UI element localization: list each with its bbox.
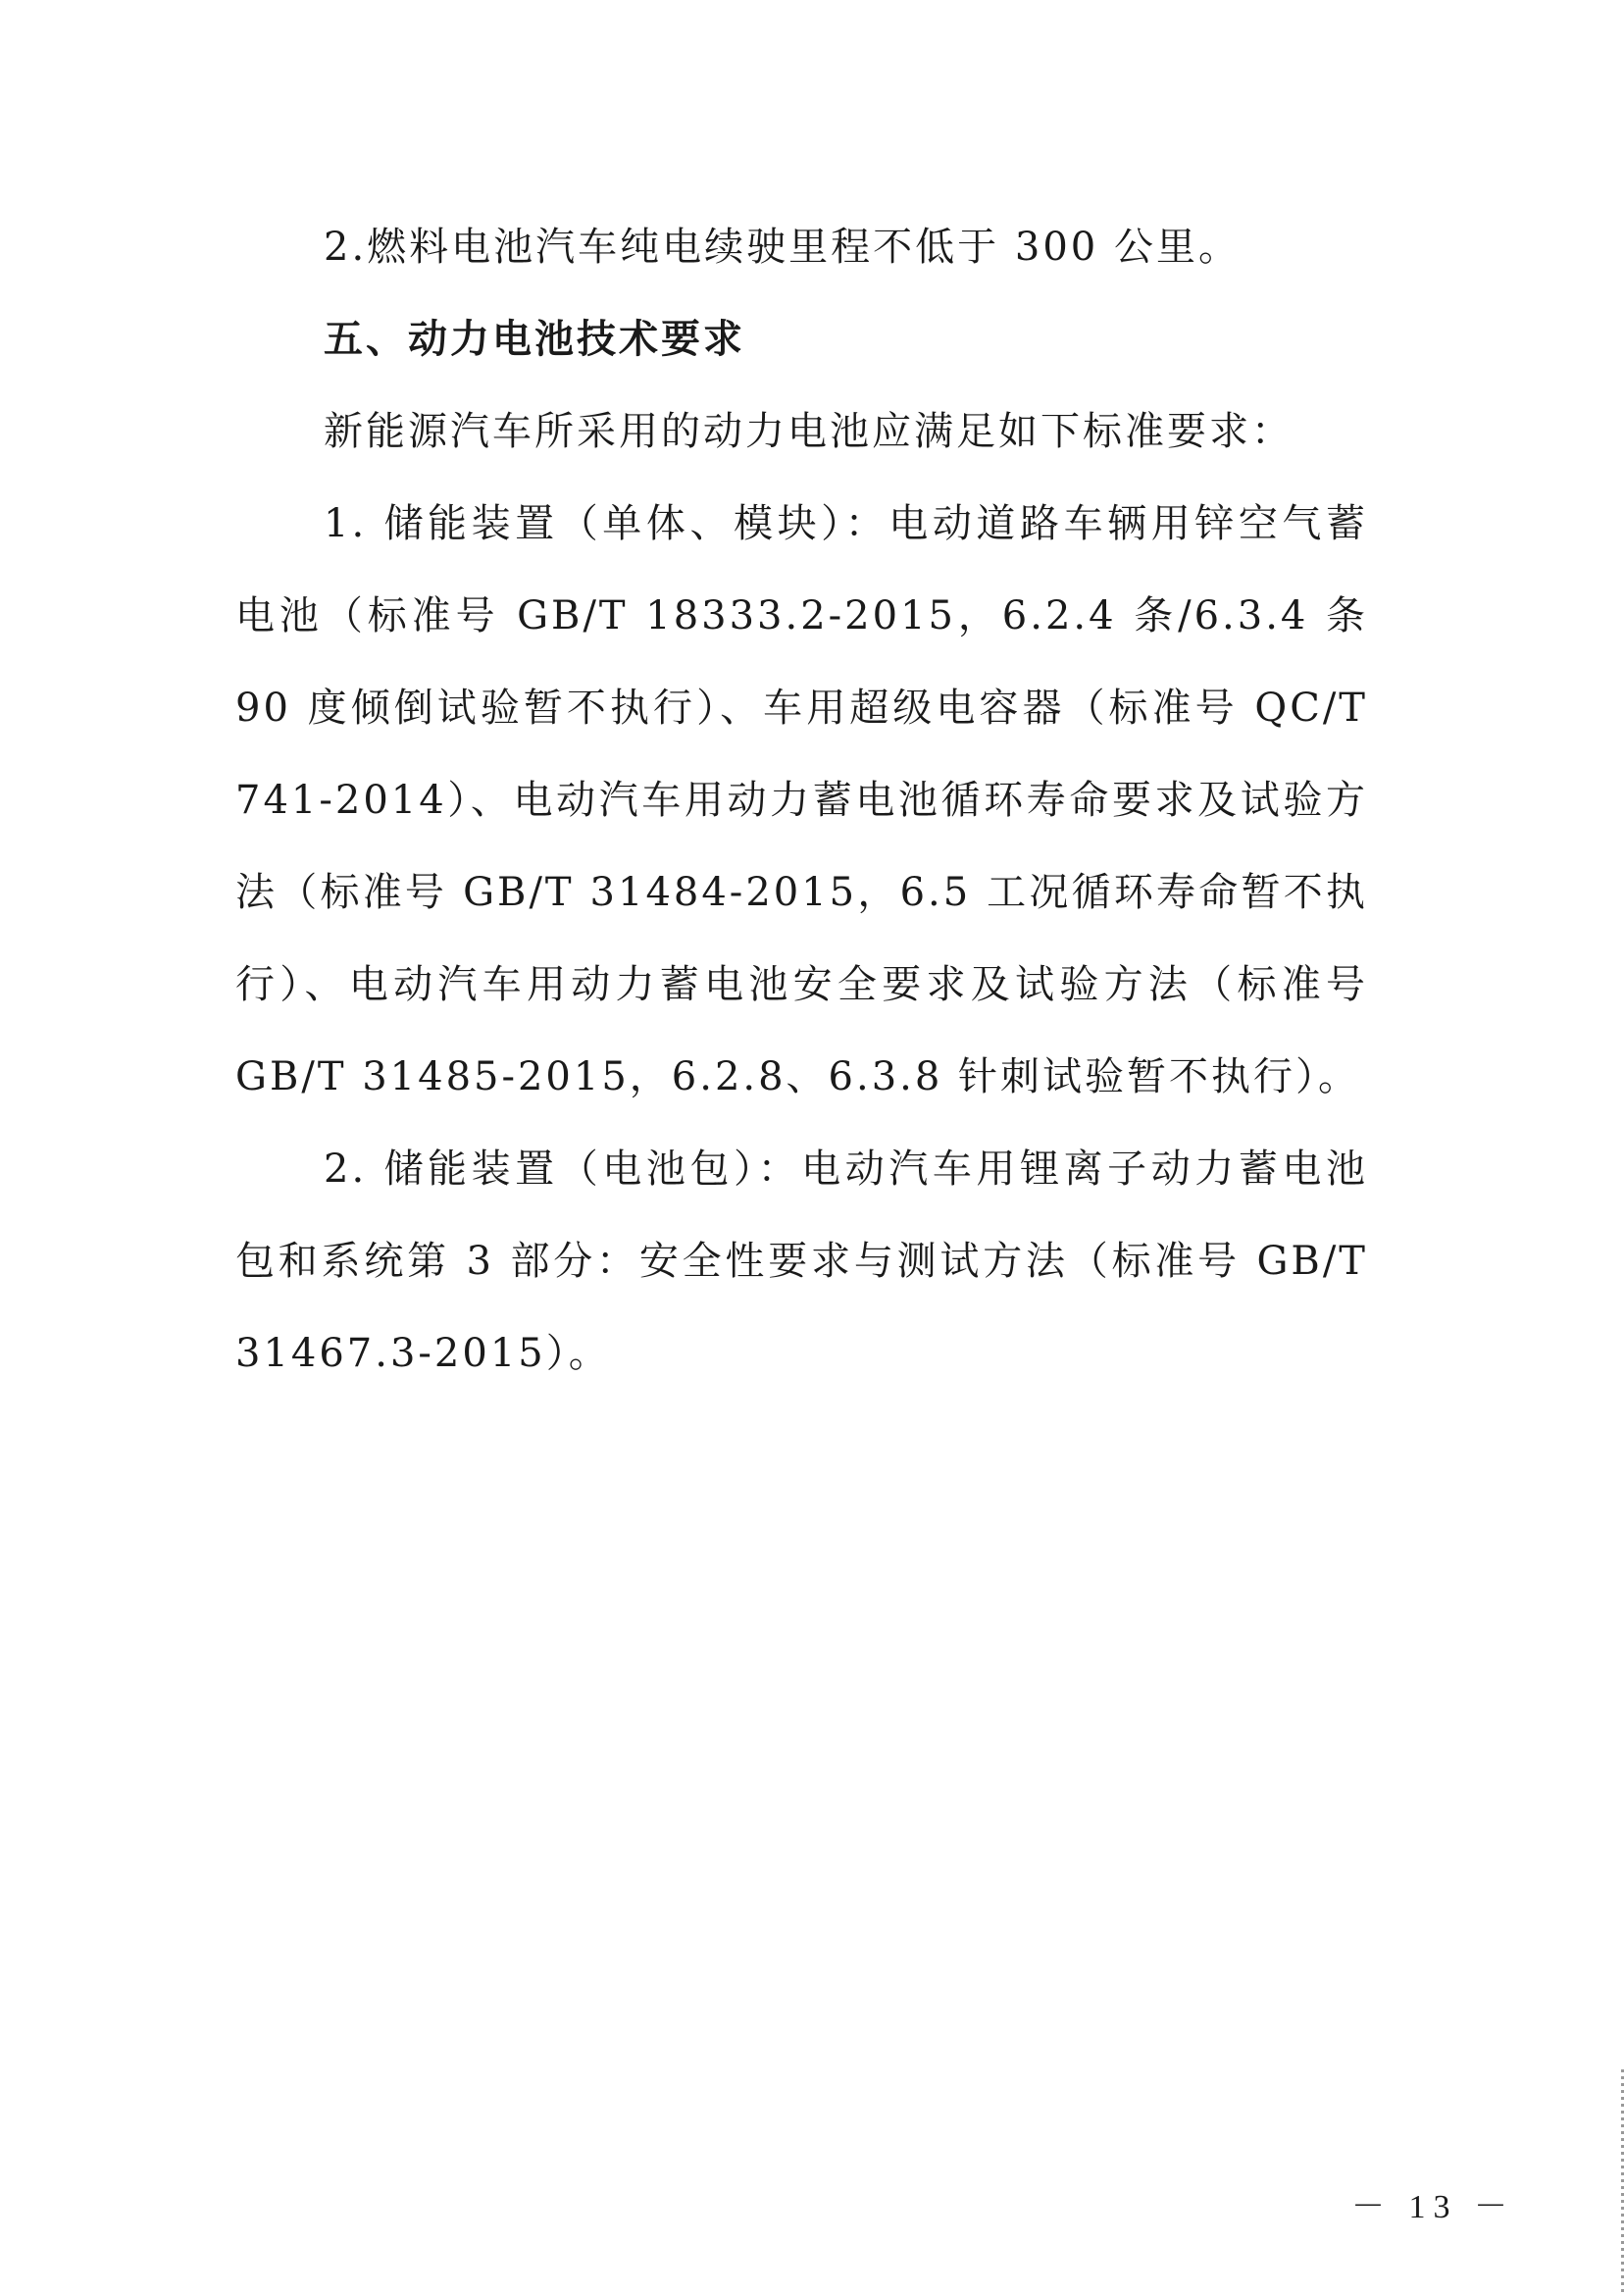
paragraph-fuel-cell-range: 2.燃料电池汽车纯电续驶里程不低于 300 公里。 <box>324 225 1241 270</box>
paragraph-item-1: 1. 储能装置（单体、模块）：电动道路车辆用锌空气蓄电池（标准号 GB/T 18333.2-2015，6.2.4 条/6.3.4 条 90 度倾倒试验暂不执行）、车用超级电容器（标准号 QC/T 741-2014）、电动汽车用动力蓄电池循环寿命要求及试验方法（标准号 GB/T 31484-2015，6.5 工况循环寿命暂不执行）、电动汽车用动力蓄电池安全要求及试验方法（标准号 GB/T 31485-2015，6.2.8、6.3.8 针刺试验暂不执行）。 <box>235 501 1368 1099</box>
page-number: － 13 － <box>1351 2189 1515 2225</box>
paragraph-item-2: 2. 储能装置（电池包）：电动汽车用锂离子动力蓄电池包和系统第 3 部分：安全性要求与测试方法（标准号 GB/T 31467.3-2015）。 <box>235 1147 1368 1376</box>
document-body <box>235 201 1368 1400</box>
paragraph-intro: 新能源汽车所采用的动力电池应满足如下标准要求： <box>324 409 1294 454</box>
section-heading-battery-requirements: 五、动力电池技术要求 <box>324 316 745 362</box>
